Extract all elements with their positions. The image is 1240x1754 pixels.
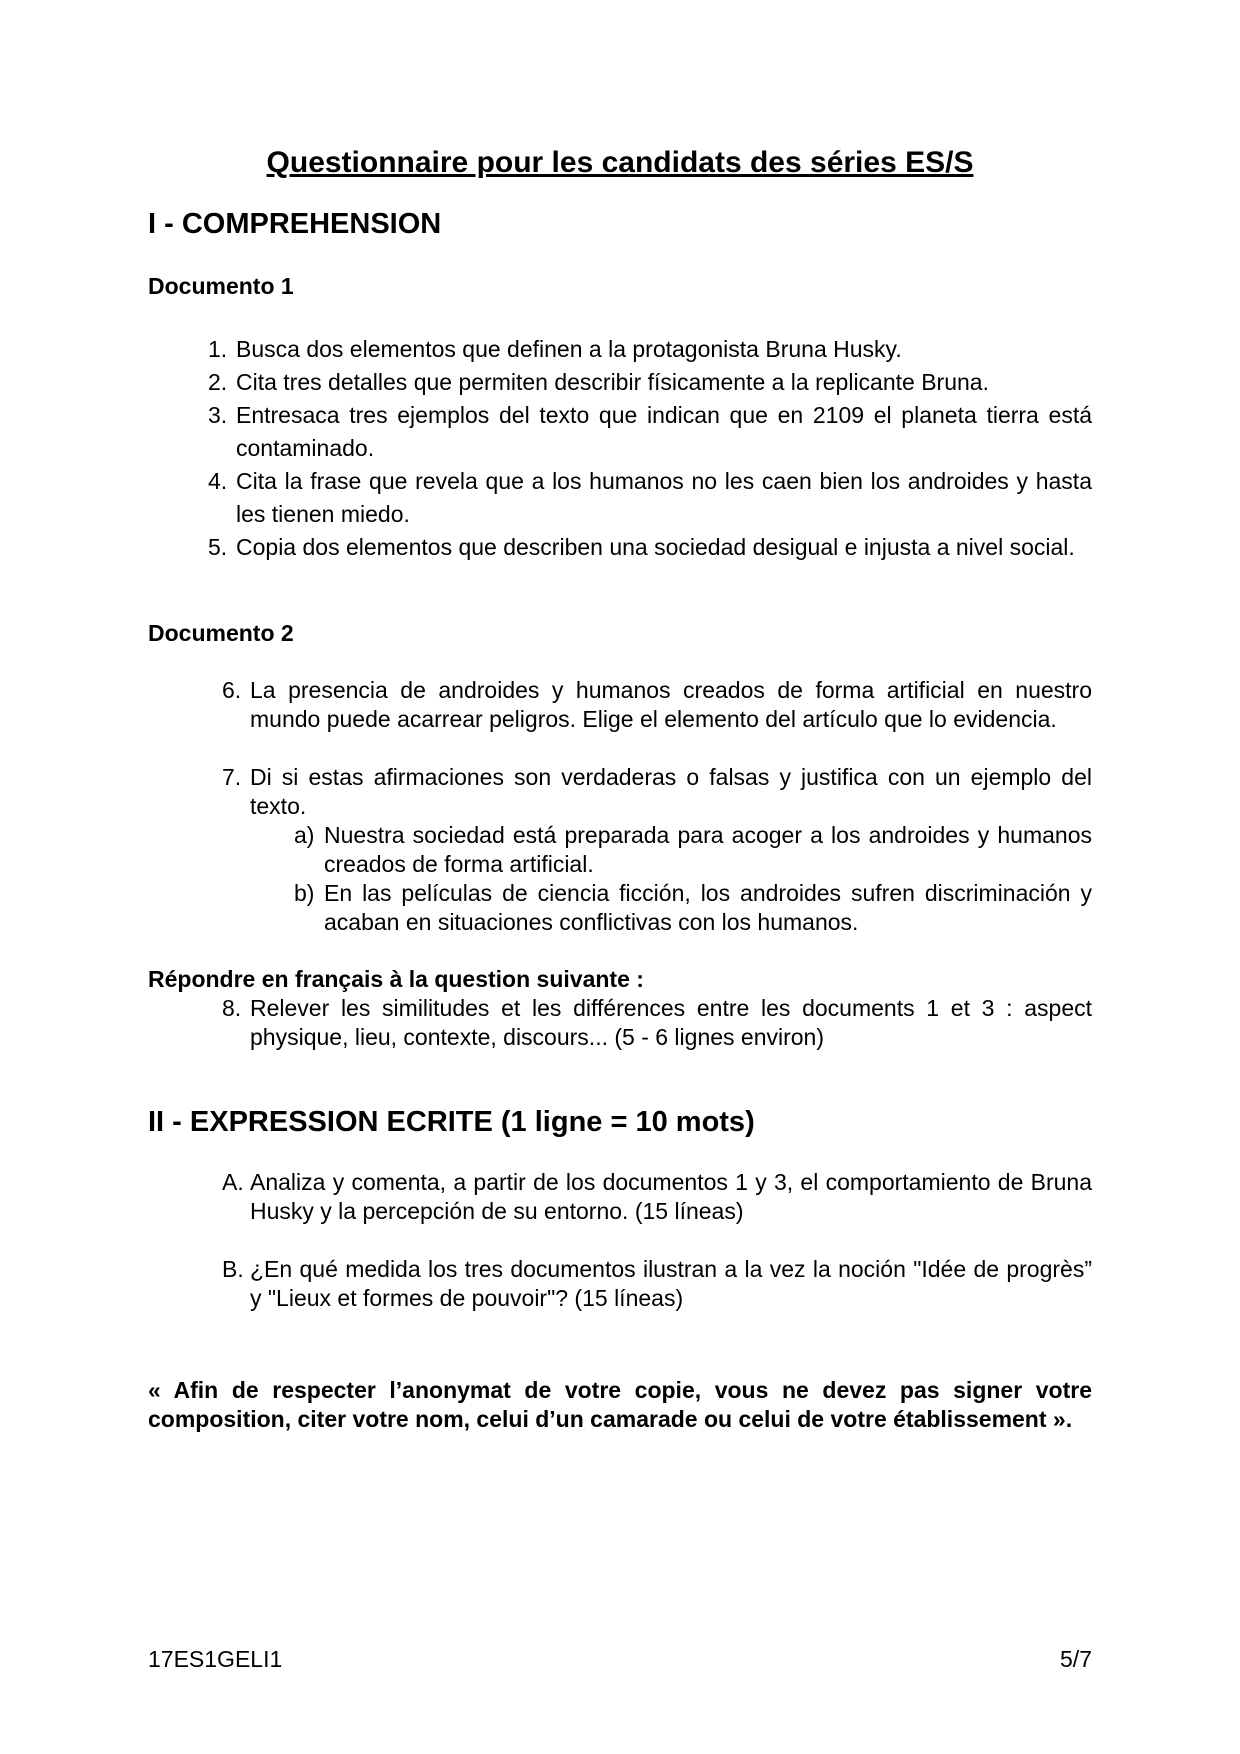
essay-a	[222, 1168, 1092, 1226]
question-7a	[294, 821, 1092, 879]
footer-code: 17ES1GELI1	[148, 1646, 283, 1672]
section-comprehension-heading: I - COMPREHENSION	[148, 208, 442, 240]
question-number: 3.	[208, 402, 228, 428]
essay-letter: A.	[222, 1169, 244, 1195]
question-text: Cita la frase que revela que a los humanos no les caen bien los androides y hasta les tienen miedo.	[236, 468, 1092, 527]
question-number: 7.	[222, 764, 242, 790]
essay-letter: B.	[222, 1256, 244, 1282]
essay-b	[222, 1255, 1092, 1313]
question-text: Di si estas afirmaciones son verdaderas o falsas y justifica con un ejemplo del texto.	[250, 764, 1092, 819]
question-text: Cita tres detalles que permiten describir físicamente a la replicante Bruna.	[236, 369, 989, 395]
question-6	[222, 676, 1092, 734]
page-title: Questionnaire pour les candidats des séries ES/S	[266, 146, 974, 179]
section-expression-heading: II - EXPRESSION ECRITE (1 ligne = 10 mots)	[148, 1106, 755, 1138]
question-1	[208, 333, 1092, 366]
question-4	[208, 465, 1092, 531]
question-text: Copia dos elementos que describen una sociedad desigual e injusta a nivel social.	[236, 534, 1075, 560]
anonymity-notice: « Afin de respecter l’anonymat de votre copie, vous ne devez pas signer votre composition, citer votre nom, celui d’un camarade ou celui de votre établissement ».	[148, 1377, 1092, 1432]
question-number: 6.	[222, 677, 242, 703]
essay-text: Analiza y comenta, a partir de los documentos 1 y 3, el comportamiento de Bruna Husky y la percepción de su entorno. (15 líneas)	[250, 1169, 1092, 1224]
question-text: La presencia de androides y humanos creados de forma artificial en nuestro mundo puede acarrear peligros. Elige el elemento del artículo que lo evidencia.	[250, 677, 1092, 732]
question-3	[208, 399, 1092, 465]
footer-page-number: 5/7	[1060, 1646, 1092, 1672]
essay-text: ¿En qué medida los tres documentos ilustran a la vez la noción "Idée de progrès” y "Lieux et formes de pouvoir"? (15 líneas)	[250, 1256, 1092, 1311]
subquestion-letter: b)	[294, 880, 315, 906]
question-number: 8.	[222, 995, 242, 1021]
question-number: 5.	[208, 534, 228, 560]
documento-2-heading: Documento 2	[148, 620, 294, 646]
french-question-heading: Répondre en français à la question suivante :	[148, 966, 644, 992]
question-number: 2.	[208, 369, 228, 395]
subquestion-letter: a)	[294, 822, 315, 848]
documento-1-heading: Documento 1	[148, 273, 294, 299]
subquestion-text: Nuestra sociedad está preparada para acoger a los androides y humanos creados de forma artificial.	[324, 822, 1092, 877]
question-5	[208, 531, 1092, 564]
question-number: 1.	[208, 336, 228, 362]
question-2	[208, 366, 1092, 399]
question-7	[222, 763, 1092, 821]
question-7b	[294, 879, 1092, 937]
question-text: Entresaca tres ejemplos del texto que indican que en 2109 el planeta tierra está contaminado.	[236, 402, 1092, 461]
question-8	[222, 994, 1092, 1052]
question-number: 4.	[208, 468, 228, 494]
question-text: Busca dos elementos que definen a la protagonista Bruna Husky.	[236, 336, 902, 362]
subquestion-text: En las películas de ciencia ficción, los androides sufren discriminación y acaban en situaciones conflictivas con los humanos.	[324, 880, 1092, 935]
question-text: Relever les similitudes et les différences entre les documents 1 et 3 : aspect physique, lieu, contexte, discours... (5 - 6 lignes environ)	[250, 995, 1092, 1050]
